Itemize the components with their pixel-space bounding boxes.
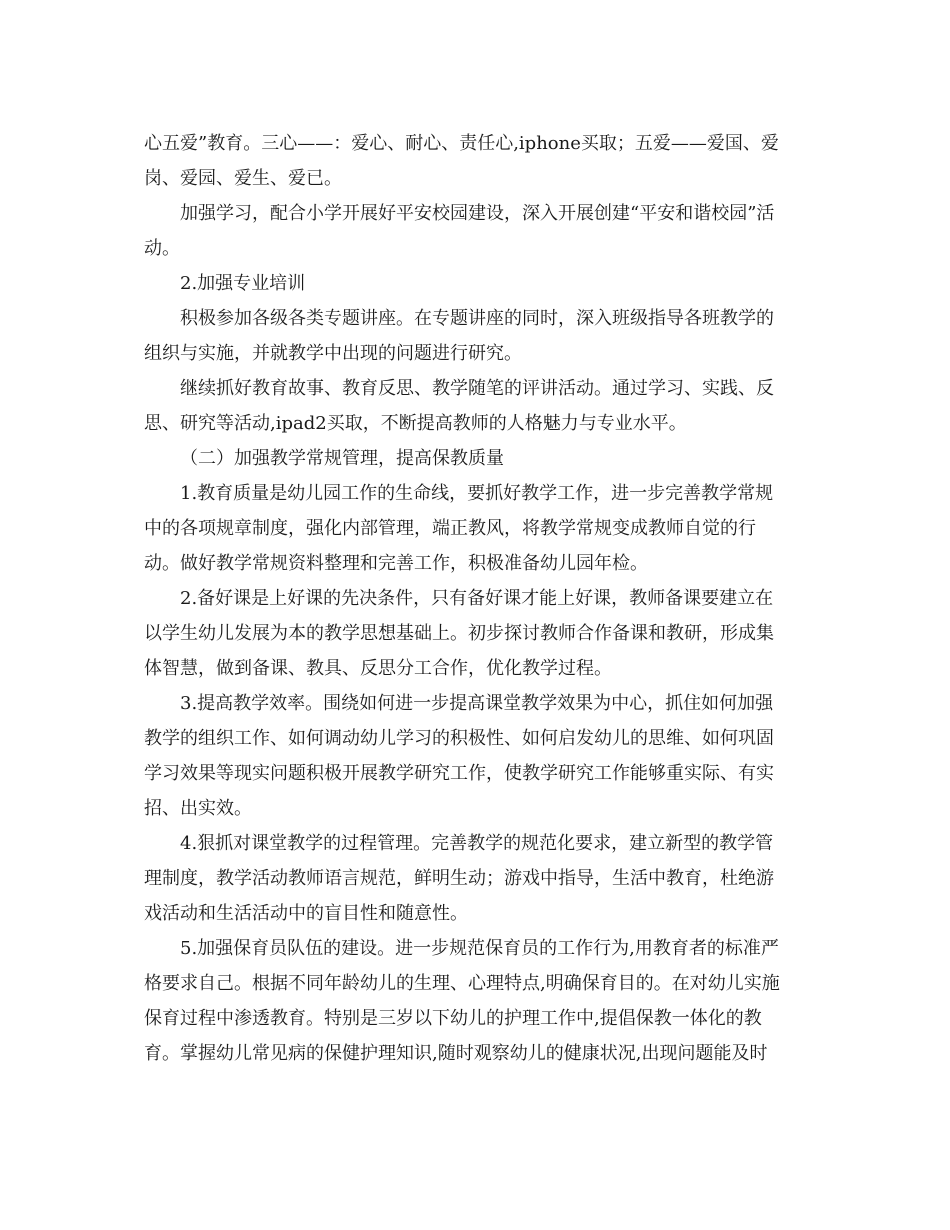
text-line: 积极参加各级各类专题讲座。在专题讲座的同时，深入班级指导各班教学的 xyxy=(180,308,774,329)
text-line: （二）加强教学常规管理，提高保教质量 xyxy=(180,448,504,469)
text-line: 育。掌握幼儿常见病的保健护理知识,随时观察幼儿的健康状况,出现问题能及时 xyxy=(144,1043,768,1064)
text-line: 2.加强专业培训 xyxy=(180,273,306,294)
text-line: 中的各项规章制度，强化内部管理，端正教风，将教学常规变成教师自觉的行 xyxy=(144,518,756,539)
text-line: 教学的组织工作、如何调动幼儿学习的积极性、如何启发幼儿的思维、如何巩固 xyxy=(144,728,774,749)
text-line: 以学生幼儿发展为本的教学思想基础上。初步探讨教师合作备课和教研，形成集 xyxy=(144,623,774,644)
text-line: 2.备好课是上好课的先决条件，只有备好课才能上好课，教师备课要建立在 xyxy=(180,588,774,609)
text-line: 动。 xyxy=(144,238,180,259)
section-heading xyxy=(144,441,804,476)
text-line: 1.教育质量是幼儿园工作的生命线，要抓好教学工作，进一步完善教学常规 xyxy=(180,483,774,504)
paragraph xyxy=(144,686,804,826)
paragraph xyxy=(144,581,804,686)
paragraph xyxy=(144,126,804,196)
paragraph xyxy=(144,371,804,441)
text-line: 3.提高教学效率。围绕如何进一步提高课堂教学效果为中心，抓住如何加强 xyxy=(180,693,774,714)
text-line: 理制度，教学活动教师语言规范，鲜明生动；游戏中指导，生活中教育，杜绝游 xyxy=(144,868,774,889)
text-line: 加强学习，配合小学开展好平安校园建设，深入开展创建“平安和谐校园”活 xyxy=(180,203,775,224)
text-line: 心五爱”教育。三心——：爱心、耐心、责任心,iphone买取；五爱——爱国、爱 xyxy=(144,133,779,154)
text-line: 动。做好教学常规资料整理和完善工作，积极准备幼儿园年检。 xyxy=(144,553,648,574)
paragraph xyxy=(144,196,804,266)
text-line: 继续抓好教育故事、教育反思、教学随笔的评讲活动。通过学习、实践、反 xyxy=(180,378,774,399)
paragraph xyxy=(144,476,804,581)
text-line: 岗、爱园、爱生、爱已。 xyxy=(144,168,342,189)
text-line: 招、出实效。 xyxy=(144,798,252,819)
text-line: 戏活动和生活活动中的盲目性和随意性。 xyxy=(144,903,468,924)
text-line: 组织与实施，并就教学中出现的问题进行研究。 xyxy=(144,343,522,364)
text-line: 学习效果等现实问题积极开展教学研究工作，使教学研究工作能够重实际、有实 xyxy=(144,763,774,784)
text-line: 5.加强保育员队伍的建设。进一步规范保育员的工作行为,用教育者的标准严 xyxy=(180,938,779,959)
text-line: 思、研究等活动,ipad2买取，不断提高教师的人格魅力与专业水平。 xyxy=(144,413,687,434)
section-heading xyxy=(144,266,804,301)
text-line: 保育过程中渗透教育。特别是三岁以下幼儿的护理工作中,提倡保教一体化的教 xyxy=(144,1008,762,1029)
text-line: 4.狠抓对课堂教学的过程管理。完善教学的规范化要求，建立新型的教学管 xyxy=(180,833,774,854)
text-line: 格要求自己。根据不同年龄幼儿的生理、心理特点,明确保育目的。在对幼儿实施 xyxy=(144,973,780,994)
paragraph xyxy=(144,826,804,931)
text-line: 体智慧，做到备课、教具、反思分工合作，优化教学过程。 xyxy=(144,658,612,679)
paragraph xyxy=(144,931,804,1071)
document-body xyxy=(144,126,804,1071)
paragraph xyxy=(144,301,804,371)
